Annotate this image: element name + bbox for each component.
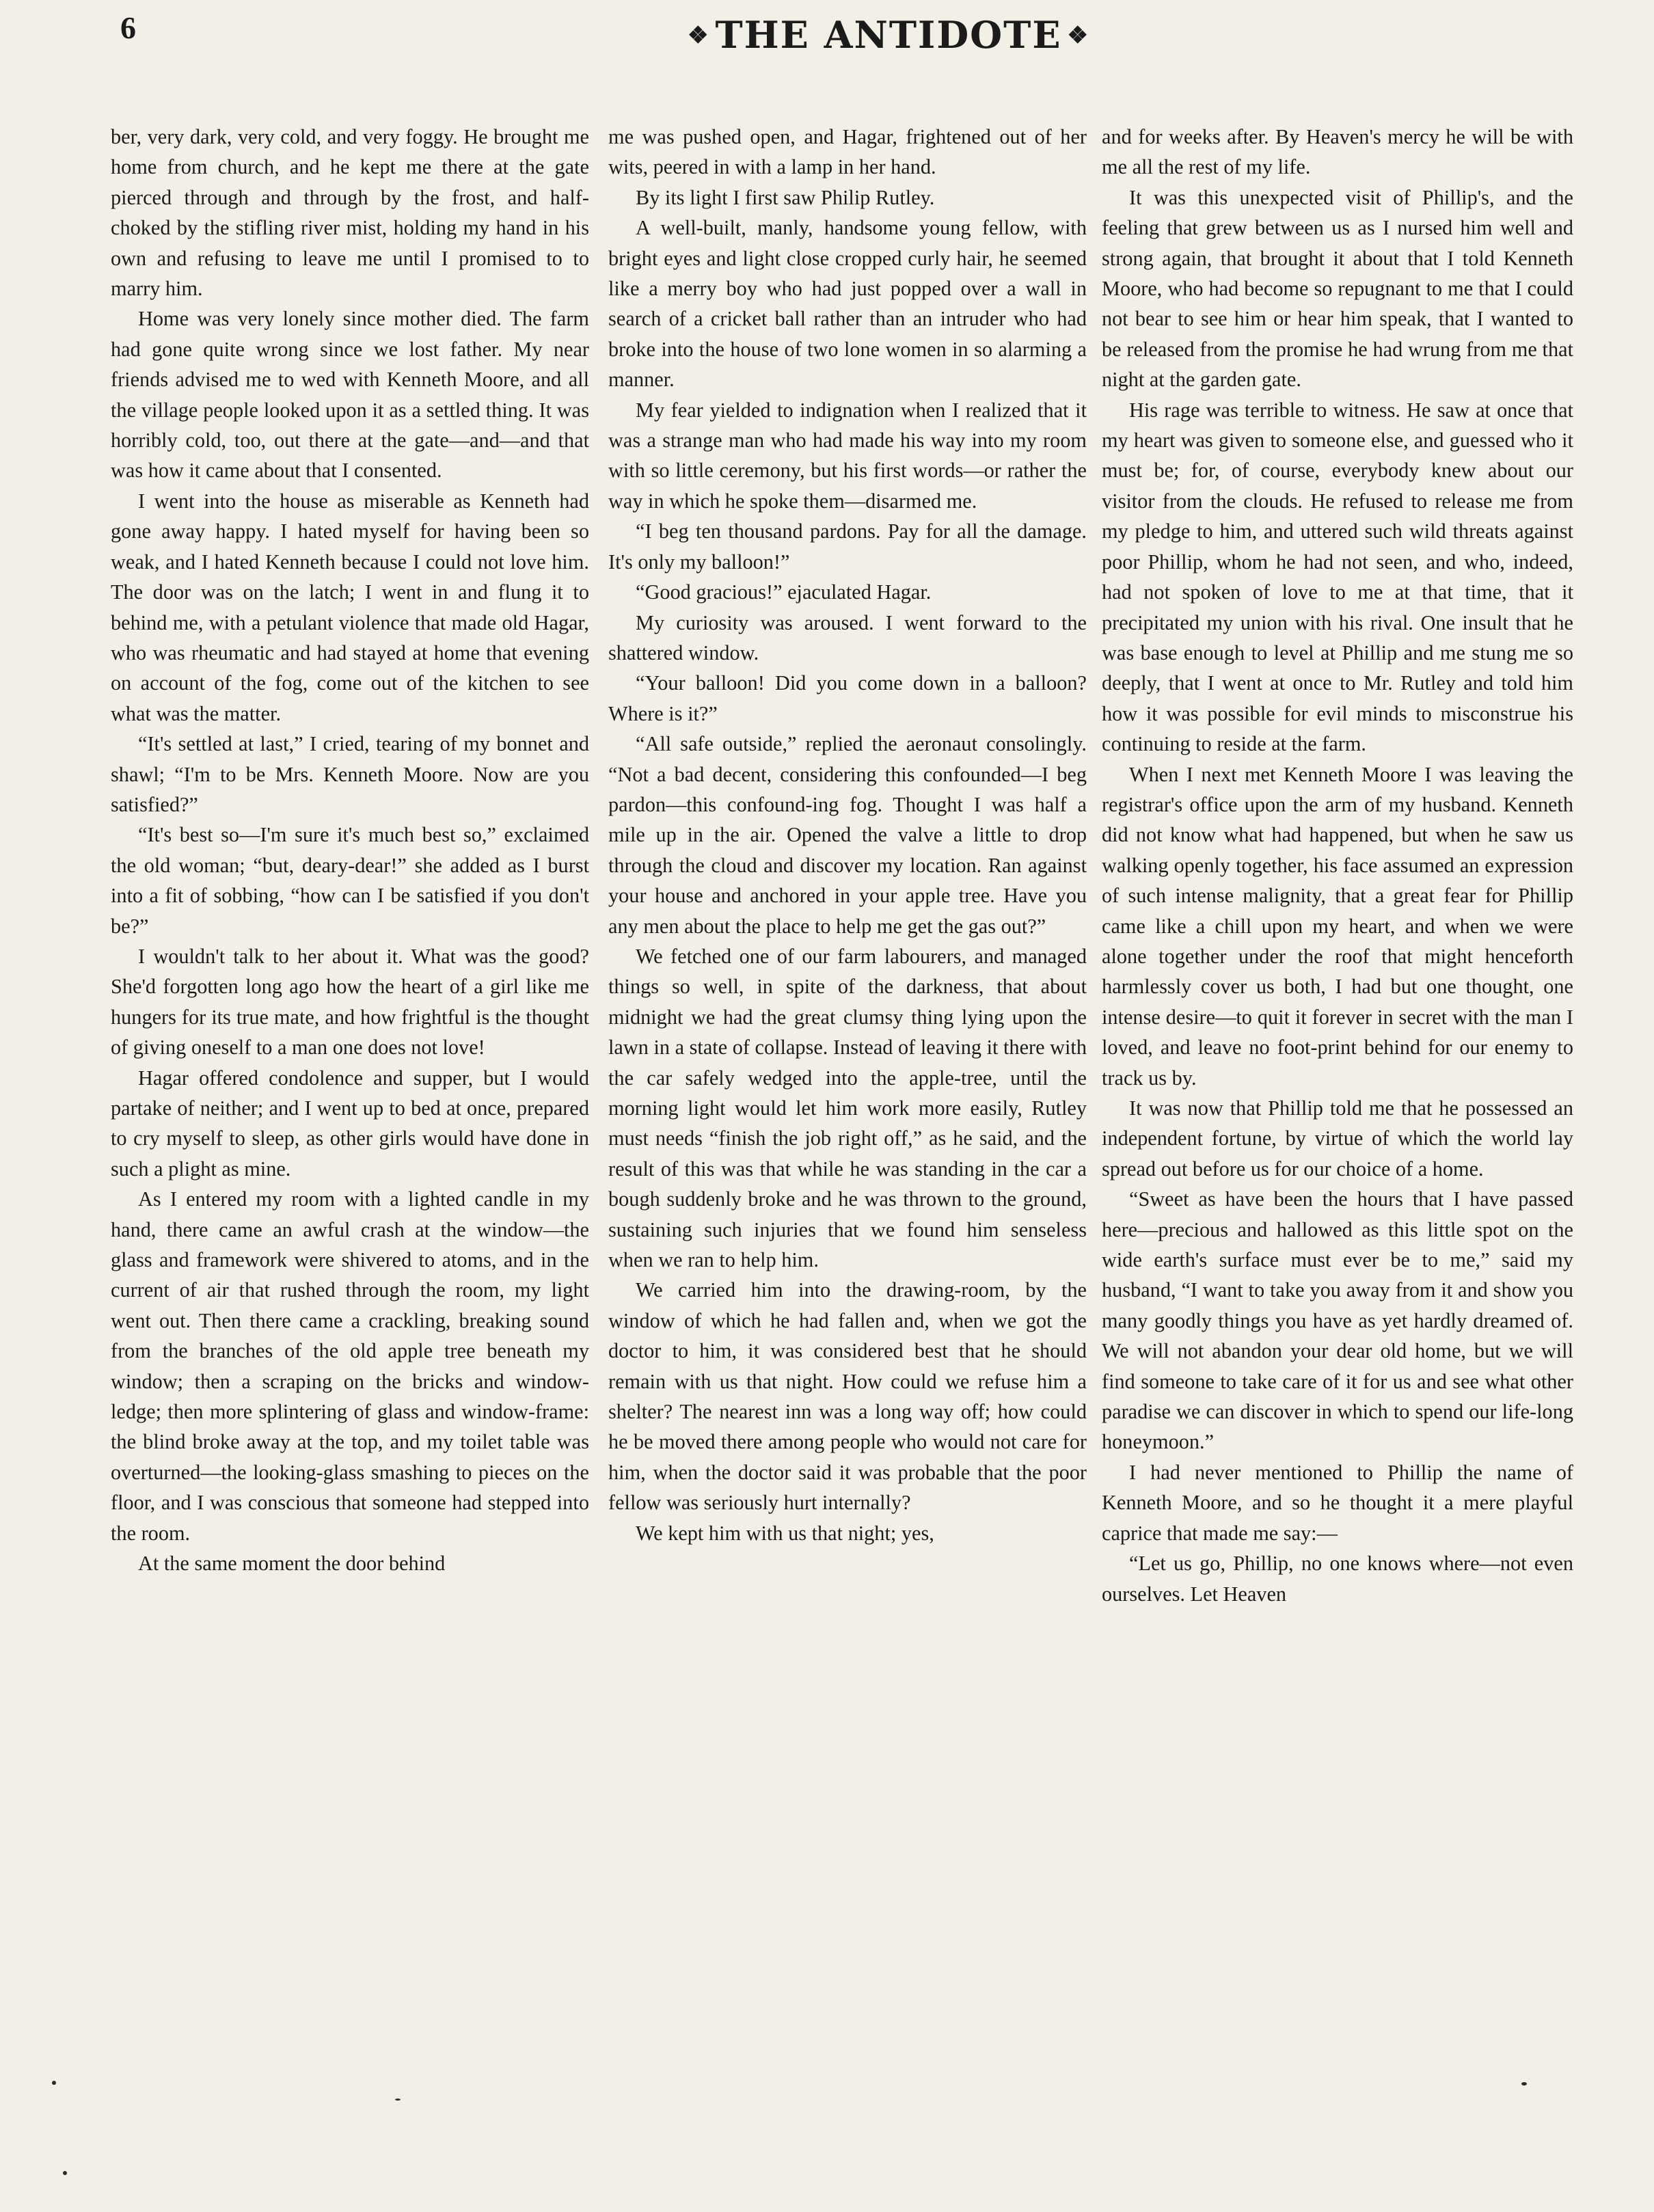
text-column-2 <box>608 122 1087 1548</box>
paragraph: ber, very dark, very cold, and very foggy. He brought me home from church, and he kept me there at the gate pierced through and through by the frost, and half-choked by the stifling river mist, holding my hand in his own and refusing to leave me until I promised to to marry him. <box>111 125 589 301</box>
paragraph: His rage was terrible to witness. He saw at once that my heart was given to someone else, and guessed who it must be; for, of course, everybody knew about our visitor from the clouds. He refused to release me from my pledge to him, and uttered such wild threats against poor Phillip, whom he had not seen, and who, indeed, had not spoken of love to me at that time, that it precipitated my union with his rival. One insult that he was base enough to level at Phillip and me stung me so deeply, that I went at once to Mr. Rutley and told him how it was possible for evil minds to misconstrue his continuing to reside at the farm. <box>1102 398 1573 756</box>
paragraph: When I next met Kenneth Moore I was leaving the registrar's office upon the arm of my husband. Kenneth did not know what had happened, but when he saw us walking openly together, his face assumed an expression of such intense malignity, that a great fear for Phillip came like a chill upon my heart, and when we were alone together under the roof that might henceforth harmlessly cover us both, I had but one thought, one intense desire—to quit it forever in secret with the man I loved, and leave no foot-print behind for our enemy to track us by. <box>1102 762 1573 1090</box>
ink-speck <box>63 2171 67 2175</box>
paragraph: My fear yielded to indignation when I realized that it was a strange man who had made his way into my room with so little ceremony, but his first words—or rather the way in which he spoke them—disarmed me. <box>608 398 1087 513</box>
paragraph: “Let us go, Phillip, no one knows where—not even ourselves. Let Heaven <box>1102 1552 1573 1606</box>
paragraph: “It's settled at last,” I cried, tearing of my bonnet and shawl; “I'm to be Mrs. Kenneth Moore. Now are you satisfied?” <box>111 732 589 816</box>
paragraph: Hagar offered condolence and supper, but I would partake of neither; and I went up to bed at once, prepared to cry myself to sleep, as other girls would have done in such a plight as mine. <box>111 1066 589 1181</box>
masthead <box>478 13 1299 57</box>
text-column-3 <box>1102 122 1573 1609</box>
paragraph: By its light I first saw Philip Rutley. <box>636 185 935 209</box>
ink-speck <box>52 2081 56 2085</box>
paragraph: “Sweet as have been the hours that I have passed here—precious and hallowed as this little spot on the wide earth's surface must ever be to me,” said my husband, “I want to take you away from it and show you many goodly things you have as yet hardly dreamed of. We will not abandon your dear old home, but we will find someone to take care of it for us and see what other paradise we can discover in which to spend our life-long honeymoon.” <box>1102 1187 1573 1454</box>
paragraph: “I beg ten thousand pardons. Pay for all the damage. It's only my balloon!” <box>608 520 1087 574</box>
paragraph: A well-built, manly, handsome young fellow, with bright eyes and light close cropped curly hair, he seemed like a merry boy who had just popped over a wall in search of a cricket ball rather than an intruder who had broke into the house of two lone women in so alarming a manner. <box>608 216 1087 392</box>
paragraph: “Good gracious!” ejaculated Hagar. <box>636 580 932 604</box>
paragraph: As I entered my room with a lighted candle in my hand, there came an awful crash at the window—the glass and framework were shivered to atoms, and in the current of air that rushed through the room, my light went out. Then there came a crackling, breaking sound from the branches of the old apple tree beneath my window; then a scraping on the bricks and window-ledge; then more splintering of glass and window-frame: the blind broke away at the top, and my toilet table was overturned—the looking-glass smashing to pieces on the floor, and I was conscious that someone had stepped into the room. <box>111 1187 589 1545</box>
paragraph: “All safe outside,” replied the aeronaut consolingly. “Not a bad decent, considering this confounded—I beg pardon—this confound-ing fog. Thought I was half a mile up in the air. Opened the valve a little to drop through the cloud and discover my location. Ran against your house and anchored in your apple tree. Have you any men about the place to help me get the gas out?” <box>608 732 1087 938</box>
paragraph: I went into the house as miserable as Kenneth had gone away happy. I hated myself for having been so weak, and I hated Kenneth because I could not love him. The door was on the latch; I went in and flung it to behind me, with a petulant violence that made old Hagar, who was rheumatic and had stayed at home that evening on account of the fog, come out of the kitchen to see what was the matter. <box>111 489 589 725</box>
paragraph: At the same moment the door behind <box>138 1552 446 1576</box>
paragraph: “Your balloon! Did you come down in a balloon? Where is it?” <box>608 671 1087 725</box>
ink-speck <box>1521 2082 1527 2086</box>
paragraph: We fetched one of our farm labourers, and managed things so well, in spite of the darkness, that about midnight we had the great clumsy thing lying upon the lawn in a state of collapse. Instead of leaving it there with the car safely wedged into the apple-tree, until the morning light would let him work more easily, Rutley must needs “finish the job right off,” as he said, and the result of this was that while he was standing in the car a bough suddenly broke and he was thrown to the ground, sustaining such injuries that we found him senseless when we ran to help him. <box>608 944 1087 1272</box>
paragraph: “It's best so—I'm sure it's much best so,” exclaimed the old woman; “but, deary-dear!” she added as I burst into a fit of sobbing, “how can I be satisfied if you don't be?” <box>111 823 589 938</box>
page-number: 6 <box>120 10 136 45</box>
paragraph: I had never mentioned to Phillip the name of Kenneth Moore, and so he thought it a mere playful caprice that made me say:— <box>1102 1460 1573 1545</box>
left-ornament-icon: ❖ <box>687 21 710 49</box>
paragraph: It was this unexpected visit of Phillip's, and the feeling that grew between us as I nursed him well and strong again, that brought it about that I told Kenneth Moore, who had become so repugnant to me that I could not bear to see him or hear him speak, that I wanted to be released from the promise he had wrung from me that night at the garden gate. <box>1102 185 1573 392</box>
text-column-1 <box>111 122 589 1579</box>
paragraph: We kept him with us that night; yes, <box>636 1521 934 1545</box>
paragraph: My curiosity was aroused. I went forward to the shattered window. <box>608 610 1087 664</box>
paragraph: and for weeks after. By Heaven's mercy he will be with me all the rest of my life. <box>1102 125 1573 179</box>
ink-speck <box>395 2099 401 2101</box>
paragraph: Home was very lonely since mother died. The farm had gone quite wrong since we lost father. My near friends advised me to wed with Kenneth Moore, and all the village people looked upon it as a settled thing. It was horribly cold, too, out there at the gate—and—and that was how it came about that I consented. <box>111 307 589 483</box>
masthead-title: THE ANTIDOTE <box>715 13 1062 57</box>
paragraph: We carried him into the drawing-room, by the window of which he had fallen and, when we got the doctor to him, it was considered best that he should remain with us that night. How could we refuse him a shelter? The nearest inn was a long way off; how could he be moved there among people who would not care for him, when the doctor said it was probable that the poor fellow was seriously hurt internally? <box>608 1278 1087 1515</box>
paragraph: me was pushed open, and Hagar, frightened out of her wits, peered in with a lamp in her hand. <box>608 125 1087 179</box>
paragraph: I wouldn't talk to her about it. What was the good? She'd forgotten long ago how the heart of a girl like me hungers for its true mate, and how frightful is the thought of giving oneself to a man one does not love! <box>111 944 589 1060</box>
right-ornament-icon: ❖ <box>1067 21 1090 49</box>
paragraph: It was now that Phillip told me that he possessed an independent fortune, by virtue of which the world lay spread out before us for our choice of a home. <box>1102 1096 1573 1181</box>
